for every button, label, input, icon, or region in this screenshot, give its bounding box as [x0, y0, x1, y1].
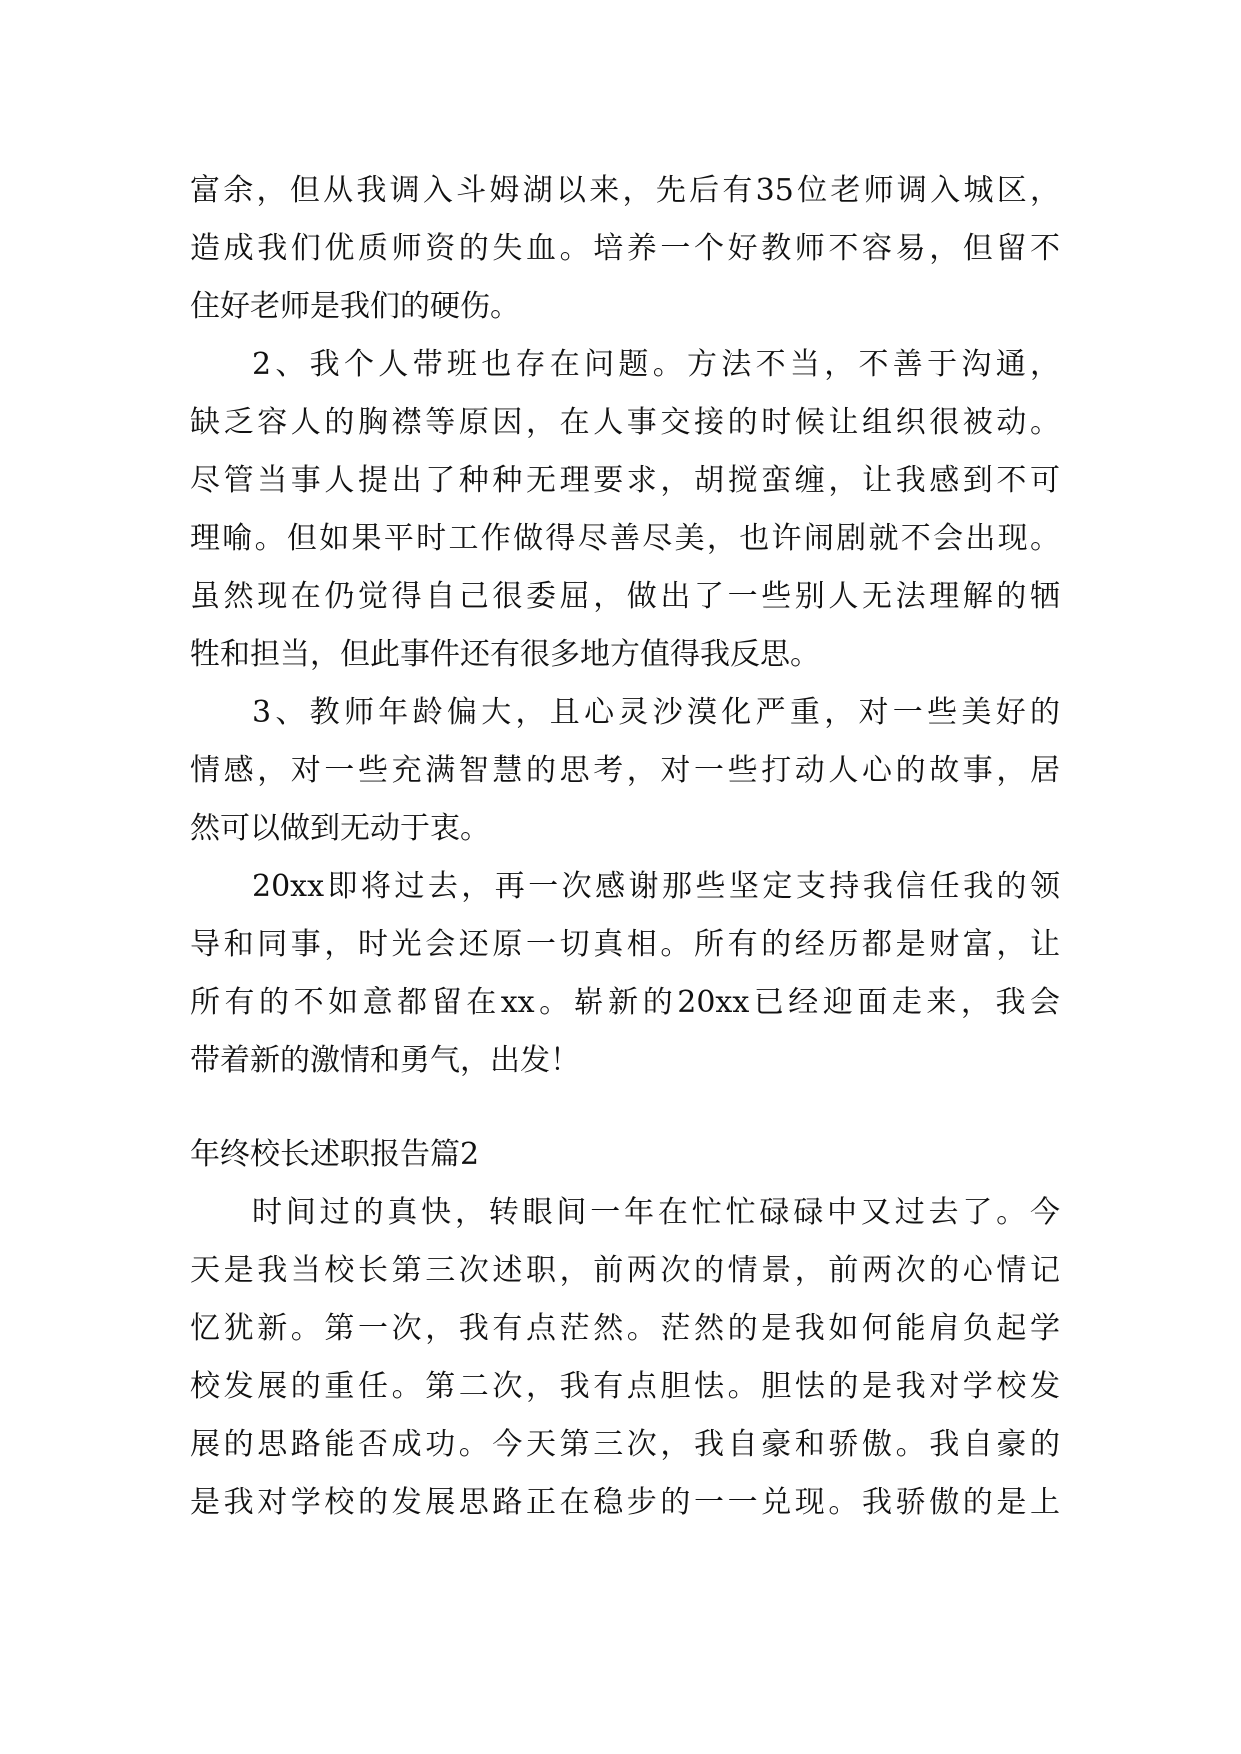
text-line: 富余，但从我调入斗姆湖以来，先后有35位老师调入城区，: [190, 173, 1060, 208]
text-line: 住好老师是我们的硬伤。: [190, 289, 520, 324]
section-spacer: [190, 1090, 1060, 1126]
text-line: 校发展的重任。第二次，我有点胆怯。胆怯的是我对学校发: [190, 1369, 1060, 1404]
text-line: 是我对学校的发展思路正在稳步的一一兑现。我骄傲的是上: [190, 1485, 1060, 1520]
text-line: 忆犹新。第一次，我有点茫然。茫然的是我如何能肩负起学: [190, 1311, 1060, 1346]
text-line: 展的思路能否成功。今天第三次，我自豪和骄傲。我自豪的: [190, 1427, 1060, 1462]
text-line: 尽管当事人提出了种种无理要求，胡搅蛮缠，让我感到不可: [190, 463, 1060, 498]
section-title: 年终校长述职报告篇2: [190, 1137, 480, 1172]
paragraph-5: [190, 1184, 1060, 1532]
text-line: 然可以做到无动于衷。: [190, 811, 490, 846]
paragraph-1: [190, 162, 1060, 336]
text-line: 虽然现在仍觉得自己很委屈，做出了一些别人无法理解的牺: [190, 579, 1060, 614]
text-line: 牲和担当，但此事件还有很多地方值得我反思。: [190, 637, 820, 672]
paragraph-2: [190, 336, 1060, 684]
text-line: 带着新的激情和勇气，出发！: [190, 1043, 580, 1078]
text-line: 时间过的真快，转眼间一年在忙忙碌碌中又过去了。今: [252, 1195, 1060, 1230]
text-line: 缺乏容人的胸襟等原因，在人事交接的时候让组织很被动。: [190, 405, 1060, 440]
text-line: 20xx即将过去，再一次感谢那些坚定支持我信任我的领: [252, 869, 1060, 904]
text-line: 天是我当校长第三次述职，前两次的情景，前两次的心情记: [190, 1253, 1060, 1288]
paragraph-3: [190, 684, 1060, 858]
text-line: 理喻。但如果平时工作做得尽善尽美，也许闹剧就不会出现。: [190, 521, 1060, 556]
text-line: 造成我们优质师资的失血。培养一个好教师不容易，但留不: [190, 231, 1060, 266]
text-line: 情感，对一些充满智慧的思考，对一些打动人心的故事，居: [190, 753, 1060, 788]
paragraph-4: [190, 858, 1060, 1090]
text-line: 3、教师年龄偏大，且心灵沙漠化严重，对一些美好的: [252, 695, 1060, 730]
document-body: [190, 162, 1060, 1532]
text-line: 所有的不如意都留在xx。崭新的20xx已经迎面走来，我会: [190, 985, 1060, 1020]
text-line: 导和同事，时光会还原一切真相。所有的经历都是财富，让: [190, 927, 1060, 962]
text-line: 2、我个人带班也存在问题。方法不当，不善于沟通，: [252, 347, 1060, 382]
